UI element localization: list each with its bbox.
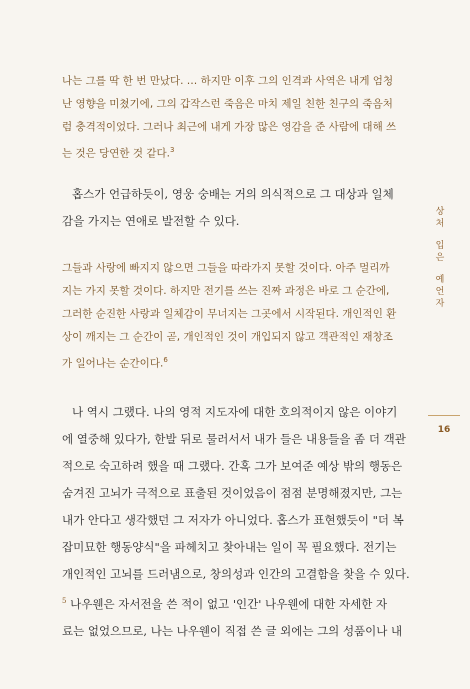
paragraph-1 — [62, 181, 412, 235]
running-title-char: 처 — [435, 219, 445, 229]
paragraph-line: 나 역시 그랬다. 나의 영적 지도자에 대한 호의적이지 않은 이야기 — [72, 405, 398, 419]
paragraph-line: 개인적인 고뇌를 드러냄으로, 창의성과 인간의 고결함을 찾을 수 있다. — [62, 567, 410, 581]
quote-line: 난 영향을 미쳤기에, 그의 갑작스런 죽음은 마치 제일 친한 친구의 죽음처 — [62, 98, 393, 110]
paragraph-line: 잡미묘한 행동양식"을 파헤치고 찾아내는 일이 꼭 필요했다. 전기는 — [62, 540, 397, 554]
paragraph-line: 에 열중해 있다가, 한발 뒤로 물러서서 내가 들은 내용들을 좀 더 객관 — [62, 432, 406, 446]
paragraph-line: 숨겨진 고뇌가 극적으로 표출된 것이었음이 점점 분명해졌지만, 그는 — [62, 486, 403, 500]
page-number-rule — [428, 415, 460, 416]
footnote-marker: 3 — [169, 146, 175, 154]
paragraph-line: 적으로 숙고하려 했을 때 그랬다. 간혹 그가 보여준 예상 밖의 행동은 — [62, 459, 403, 473]
page-number: 16 — [437, 425, 451, 435]
running-title-char: 예 — [435, 275, 445, 285]
running-title-char: 언 — [435, 287, 445, 297]
quote-line: 지는 가지 못할 것이다. 하지만 전기를 쓰는 진짜 과정은 바로 그 순간에, — [62, 285, 390, 297]
paragraph-2 — [62, 399, 412, 645]
footnote-marker: 5 — [62, 597, 67, 605]
paragraph-line: 감을 가지는 연애로 발전할 수 있다. — [62, 214, 240, 228]
paragraph-line: 홉스가 언급하듯이, 영웅 숭배는 거의 의식적으로 그 대상과 일체 — [72, 187, 394, 201]
running-title-char: 자 — [435, 299, 445, 309]
quote-line: 가 일어나는 순간이다.$^6$ — [62, 356, 168, 370]
paragraph-line: 료는 없었으므로, 나는 나우웬이 직접 쓴 글 외에는 그의 성품이나 내 — [62, 623, 403, 638]
paragraph-line: $^5$ 나우웬은 자서전을 쓴 적이 없고 '인간' 나우웬에 대한 자세한 자 — [62, 596, 388, 611]
running-title-char: 입 — [435, 241, 445, 251]
running-title — [434, 206, 446, 310]
running-title-char: 상 — [435, 207, 445, 217]
quote-line: 럼 충격적이었다. 그러나 최근에 내게 가장 많은 영감을 준 사람에 대해 쓰 — [62, 121, 397, 133]
footnote-marker: 6 — [163, 356, 168, 364]
quote-line: 그들과 사랑에 빠지지 않으면 그들을 따라가지 못할 것이다. 아주 멀리까 — [62, 262, 390, 274]
quote-line: 나는 그를 딱 한 번 만났다. … 하지만 이후 그의 인격과 사역은 내게 엄청 — [62, 75, 394, 87]
block-quote-1 — [62, 70, 410, 166]
paragraph-line: 내가 안다고 생각했던 그 저자가 아니었다. 홉스가 표현했듯이 "더 복 — [62, 513, 404, 527]
quote-line: 상이 깨지는 그 순간이 곧, 개인적인 것이 개입되지 않고 객관적인 재창조 — [62, 331, 393, 343]
quote-line: 그러한 순진한 사랑과 일체감이 무너지는 그곳에서 시작된다. 개인적인 환 — [62, 308, 397, 320]
block-quote-2 — [62, 257, 410, 376]
running-title-char: 은 — [435, 253, 445, 263]
quote-line: 는 것은 당연한 것 같다.$^3$ — [62, 146, 175, 160]
